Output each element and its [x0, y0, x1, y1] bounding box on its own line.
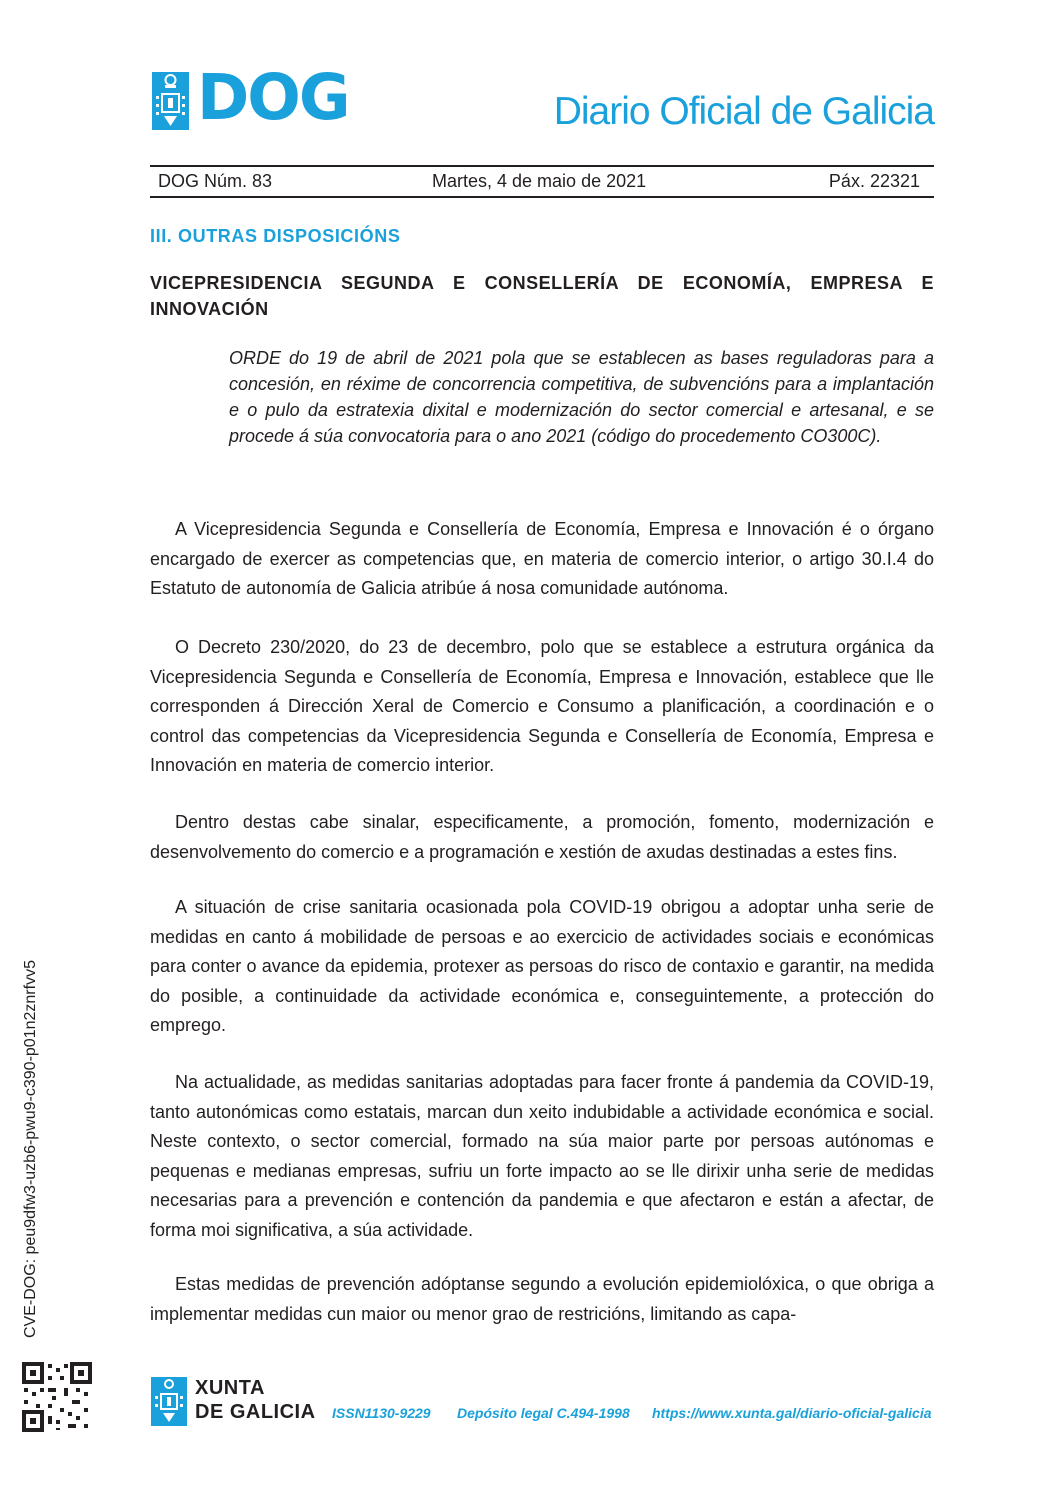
body-paragraph: Na actualidade, as medidas sanitarias adoptadas para facer fronte á pandemia da COVID-19, tanto autonómicas como estatais, marcan dun xeito indubidable a actividade económica e social. Neste contexto, o sector comercial, formado na súa maior parte por persoas autónomas e pequenas e medianas empresas, sufriu un forte impacto ao se lle dirixir unha serie de medidas necesarias para a prevención e contención da pandemia e que afectaron e están a afectar, de forma moi significativa, a súa actividade.	[150, 1072, 934, 1240]
body-paragraph: A situación de crise sanitaria ocasionada pola COVID-19 obrigou a adoptar unha serie de medidas en canto á mobilidade de persoas e ao exercicio de actividades sociais e económicas para conter o avance da epidemia, protexer as persoas do risco de contaxio e garantir, na medida do posible, a continuidade da actividade económica e, conseguintemente, a protección do emprego.	[150, 897, 934, 1035]
cve-verification-code: CVE-DOG: peu9dfw3-uzb6-pwu9-c390-p01n2znrfvv5	[22, 960, 39, 1338]
xunta-wordmark	[195, 1376, 316, 1424]
header-rule-top	[150, 165, 934, 167]
xunta-line-2: DE GALICIA	[195, 1401, 316, 1423]
header-rule-bottom	[150, 196, 934, 198]
masthead-title: Diario Oficial de Galicia	[553, 90, 934, 133]
body-paragraph: O Decreto 230/2020, do 23 de decembro, polo que se establece a estrutura orgánica da Vicepresidencia Segunda e Consellería de Economía, Empresa e Innovación, establece que lle corresponden á Dirección Xeral de Comercio e Consumo a planificación, a coordinación e o control das competencias da Vicepresidencia Segunda e Consellería de Economía, Empresa e Innovación en materia de comercio interior.	[150, 637, 934, 775]
qr-code-icon	[22, 1362, 92, 1432]
dog-logo-text: DOG	[197, 61, 349, 134]
footer-issn: ISSN1130-9229	[332, 1405, 431, 1421]
galicia-coat-of-arms-icon	[152, 72, 189, 130]
body-paragraph: A Vicepresidencia Segunda e Consellería de Economía, Empresa e Innovación é o órgano encargado de exercer as competencias que, en materia de comercio interior, o artigo 30.I.4 do Estatuto de autonomía de Galicia atribúe á nosa comunidade autónoma.	[150, 519, 934, 598]
footer-url-link[interactable]: https://www.xunta.gal/diario-oficial-galicia	[652, 1405, 932, 1421]
department-title: VICEPRESIDENCIA SEGUNDA E CONSELLERÍA DE ECONOMÍA, EMPRESA E INNOVACIÓN	[150, 273, 934, 319]
section-title: III. OUTRAS DISPOSICIÓNS	[150, 226, 401, 246]
body-paragraph: Dentro destas cabe sinalar, especificamente, a promoción, fomento, modernización e desenvolvemento do comercio e a programación e xestión de axudas destinadas a estes fins.	[150, 812, 934, 862]
issue-number: DOG Núm. 83	[158, 171, 273, 191]
body-paragraph: Estas medidas de prevención adóptanse segundo a evolución epidemiolóxica, o que obriga a implementar medidas cun maior ou menor grao de restricións, limitando as capa-	[150, 1274, 934, 1324]
issue-date: Martes, 4 de maio de 2021	[432, 171, 647, 191]
order-summary: ORDE do 19 de abril de 2021 pola que se establecen as bases reguladoras para a concesión, en réxime de concorrencia competitiva, de subvencións para a implantación e o pulo da estratexia dixital e modernización do sector comercial e artesanal, e se procede á súa convocatoria para o ano 2021 (código do procedemento CO300C).	[229, 348, 934, 446]
footer-legal-deposit: Depósito legal C.494-1998	[457, 1405, 630, 1421]
xunta-line-1: XUNTA	[195, 1377, 265, 1399]
xunta-coat-of-arms-icon	[151, 1377, 187, 1426]
page-number: Páx. 22321	[828, 171, 920, 191]
